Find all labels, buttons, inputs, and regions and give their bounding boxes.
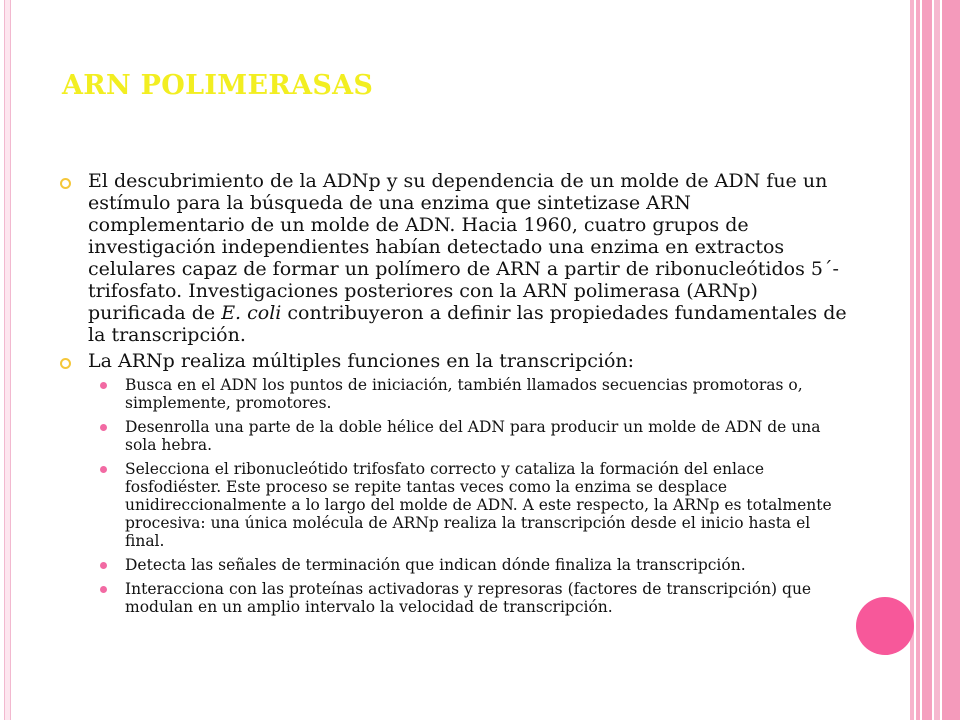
sub-bullet-text: Desenrolla una parte de la doble hélice del ADN para producir un molde de ADN de una sola hebra. [125,418,821,454]
slide-content [60,170,850,622]
right-stripe-decoration [910,0,960,720]
dot-bullet-icon [100,466,107,473]
paragraph-1-part-a: El descubrimiento de la ADNp y su dependencia de un molde de ADN fue un estímulo para la búsqueda de una enzima que sintetizase ARN complementario de un molde de ADN. Hacia 1960, cuatro grupos de investigación independientes habían detectado una enzima en extractos celulares capaz de formar un polímero de ARN a partir de ribonucleótidos 5´-trifosfato. Investigaciones posteriores con la ARN polimerasa (ARNp) purificada de [88,170,839,324]
sub-bullet-item [100,580,850,616]
dot-bullet-icon [100,586,107,593]
ring-bullet-icon [60,178,71,189]
dot-bullet-icon [100,562,107,569]
ring-bullet-icon [60,358,71,369]
species-name: E. coli [221,302,282,324]
bullet-paragraph-1 [60,170,850,346]
sub-bullet-item [100,376,850,412]
sub-bullet-item [100,418,850,454]
left-frame-decoration [4,0,11,720]
pink-circle-decoration [856,597,914,655]
paragraph-2-text: La ARNp realiza múltiples funciones en la transcripción: [88,350,635,372]
slide-title: ARN POLIMERASAS [62,70,374,101]
sub-bullet-text: Detecta las señales de terminación que indican dónde finaliza la transcripción. [125,556,746,574]
dot-bullet-icon [100,382,107,389]
sub-bullet-text: Selecciona el ribonucleótido trifosfato correcto y cataliza la formación del enlace fosfodiéster. Este proceso se repite tantas veces como la enzima se desplace unidireccionalmente a lo largo del molde de ADN. A este respecto, la ARNp es totalmente procesiva: una única molécula de ARNp realiza la transcripción desde el inicio hasta el final. [125,460,832,550]
sub-bullet-text: Interacciona con las proteínas activadoras y represoras (factores de transcripción) que modulan en un amplio intervalo la velocidad de transcripción. [125,580,812,616]
sub-bullet-text: Busca en el ADN los puntos de iniciación, también llamados secuencias promotoras o, simplemente, promotores. [125,376,803,412]
bullet-paragraph-2 [60,350,850,372]
sub-bullet-list [60,376,850,616]
paragraph-1-part-b: contribuyeron a definir las propiedades fundamentales de la transcripción. [88,302,847,346]
dot-bullet-icon [100,424,107,431]
sub-bullet-item [100,556,850,574]
sub-bullet-item [100,460,850,550]
paragraph-1-text [88,170,847,346]
